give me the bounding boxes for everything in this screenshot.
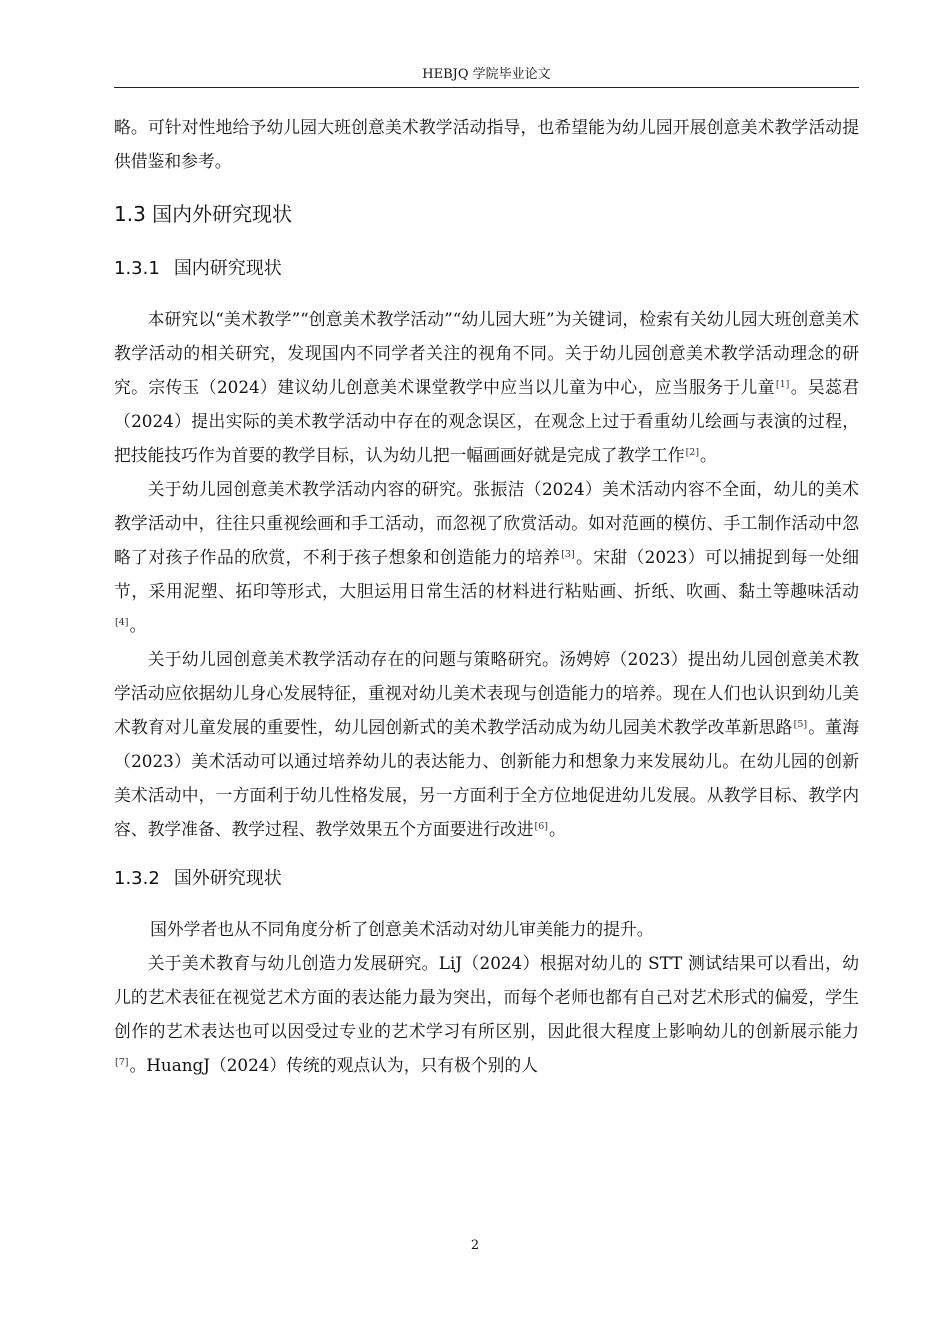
subsection-number: 1.3.1: [114, 258, 160, 279]
section-heading: [114, 200, 859, 228]
citation-1[interactable]: [1]: [775, 379, 790, 390]
subsection-heading-domestic: [114, 256, 859, 282]
citation-4[interactable]: [4]: [115, 617, 129, 628]
subsection-title: 国外研究现状: [173, 868, 282, 889]
citation-7[interactable]: [7]: [115, 1057, 129, 1068]
subsection-heading-foreign: [114, 866, 859, 892]
citation-3[interactable]: [3]: [561, 549, 575, 560]
paragraph-concept-research: 本研究以“美术教学”“创意美术教学活动”“幼儿园大班”为关键词，检索有关幼儿园大班创意美术教学活动的相关研究，发现国内不同学者关注的视角不同。关于幼儿园创意美术教学活动理念的研究。宗传玉（2024）建议幼儿创意美术课堂教学中应当以儿童为中心，应当服务于儿童[1]。吴蕊君（2024）提出实际的美术教学活动中存在的观念误区，在观念上过于看重幼儿绘画与表演的过程，把技能技巧作为首要的教学目标，认为幼儿把一幅画画好就是完成了教学工作[2]。: [114, 309, 859, 465]
subsection-number: 1.3.2: [114, 868, 160, 889]
lead-paragraph: 略。可针对性地给予幼儿园大班创意美术教学活动指导，也希望能为幼儿园开展创意美术教学活动提供借鉴和参考。: [114, 117, 859, 171]
paragraph-content-research: 关于幼儿园创意美术教学活动内容的研究。张振洁（2024）美术活动内容不全面，幼儿的美术教学活动中，往往只重视绘画和手工活动，而忽视了欣赏活动。如对范画的模仿、手工制作活动中忽略了对孩子作品的欣赏，不利于孩子想象和创造能力的培养[3]。宋甜（2023）可以捕捉到每一处细节，采用泥塑、拓印等形式，大胆运用日常生活的材料进行粘贴画、折纸、吹画、黏土等趣味活动[4]。: [114, 479, 859, 635]
citation-6[interactable]: [6]: [534, 821, 549, 832]
header-rule: [114, 87, 859, 88]
section-title: 国内外研究现状: [152, 202, 293, 226]
section-number: 1.3: [114, 202, 146, 226]
paragraph-creativity-research: 关于美术教育与幼儿创造力发展研究。LiJ（2024）根据对幼儿的 STT 测试结果可以看出，幼儿的艺术表征在视觉艺术方面的表达能力最为突出，而每个老师也都有自己对艺术形式的偏爱，学生创作的艺术表达也可以因受过专业的艺术学习有所区别，因此很大程度上影响幼儿的创新展示能力[7]。HuangJ（2024）传统的观点认为，只有极个别的人: [114, 953, 859, 1075]
paragraph-problem-strategy-research: 关于幼儿园创意美术教学活动存在的问题与策略研究。汤娉婷（2023）提出幼儿园创意美术教学活动应依据幼儿身心发展特征，重视对幼儿美术表现与创造能力的培养。现在人们也认识到幼儿美术教育对儿童发展的重要性，幼儿园创新式的美术教学活动成为幼儿园美术教学改革新思路[5]。董海（2023）美术活动可以通过培养幼儿的表达能力、创新能力和想象力来发展幼儿。在幼儿园的创新美术活动中，一方面利于幼儿性格发展，另一方面利于全方位地促进幼儿发展。从教学目标、教学内容、教学准备、教学过程、教学效果五个方面要进行改进[6]。: [114, 649, 859, 839]
citation-2[interactable]: [2]: [685, 447, 700, 458]
page-number: 2: [470, 1238, 480, 1253]
citation-5[interactable]: [5]: [793, 719, 808, 730]
paragraph-foreign-intro: 国外学者也从不同角度分析了创意美术活动对幼儿审美能力的提升。: [150, 919, 654, 939]
subsection-title: 国内研究现状: [173, 258, 282, 279]
running-header: HEBJQ 学院毕业论文: [422, 67, 551, 82]
page-body: [114, 110, 859, 1082]
